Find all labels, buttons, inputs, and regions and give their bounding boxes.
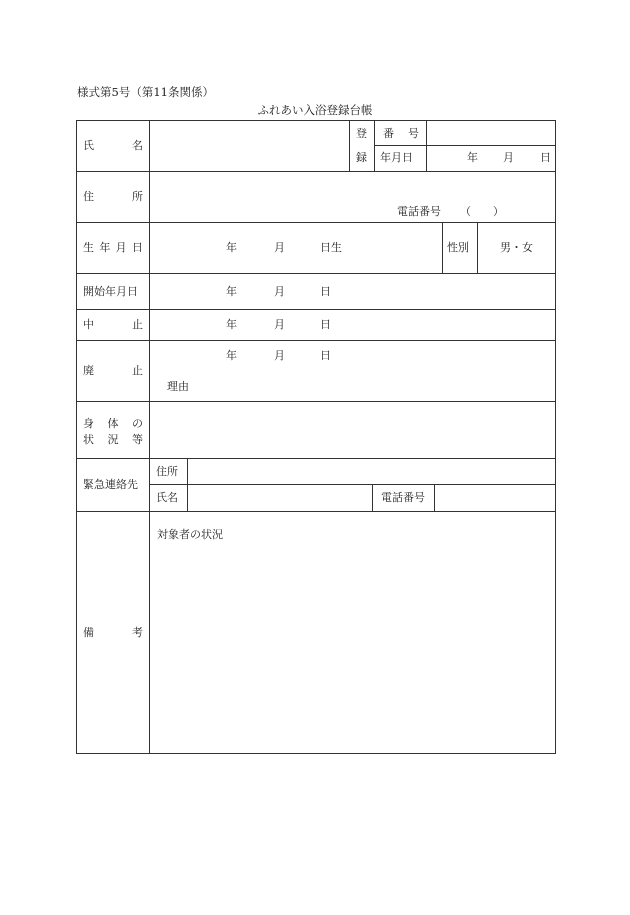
label-char: 年 (99, 241, 111, 254)
label-char: 住 (83, 190, 94, 203)
label-char: 生 (83, 241, 94, 254)
date-day-mark: 日 (540, 151, 551, 164)
date-day-born-mark: 日生 (320, 241, 342, 254)
date-day-mark: 日 (320, 285, 331, 298)
subject-status-label: 対象者の状況 (157, 528, 223, 541)
date-year-mark: 年 (226, 349, 237, 362)
row-divider (76, 309, 556, 310)
table-border-left (76, 120, 77, 754)
phone-label: 電話番号 (397, 205, 441, 218)
cell-divider (434, 484, 435, 511)
emergency-contact-label: 緊急連絡先 (83, 478, 138, 491)
label-char: 月 (115, 241, 127, 254)
label-char: 廃 (83, 364, 94, 377)
remarks-label (83, 627, 143, 638)
row-divider (76, 401, 556, 402)
label-char: 番 (383, 127, 394, 140)
phone-parentheses: （ ） (460, 205, 504, 218)
physical-status-label-line1 (83, 418, 143, 429)
date-month-mark: 月 (274, 241, 285, 254)
label-char: 備 (83, 626, 94, 639)
label-char: 考 (132, 626, 143, 639)
sex-label: 性別 (447, 241, 469, 254)
label-char: 日 (131, 241, 143, 254)
cell-divider (372, 484, 373, 511)
date-year-mark: 年 (467, 151, 478, 164)
row-divider (76, 458, 556, 459)
label-char: 身 (83, 417, 94, 430)
label-char: 所 (132, 190, 143, 203)
date-month-mark: 月 (274, 285, 285, 298)
sex-options: 男・女 (500, 241, 533, 254)
name-label (83, 140, 143, 151)
row-divider (76, 340, 556, 341)
row-divider (76, 171, 556, 172)
document-title: ふれあい入浴登録台帳 (257, 103, 373, 117)
table-border-top (76, 120, 556, 121)
abolition-label (83, 365, 143, 376)
reason-label: 理由 (167, 380, 189, 393)
registration-date-label: 年月日 (380, 151, 413, 164)
birthdate-label (83, 242, 143, 253)
label-char: 止 (132, 364, 143, 377)
address-label (83, 191, 143, 202)
cell-divider (374, 145, 556, 146)
row-divider (76, 511, 556, 512)
registration-label-bottom: 録 (356, 151, 367, 164)
cell-divider (349, 120, 350, 171)
label-char: 体 (107, 417, 119, 430)
label-char: 等 (132, 433, 143, 446)
label-char: 中 (83, 318, 94, 331)
registration-label-top: 登 (356, 127, 367, 140)
physical-status-label-line2 (83, 434, 143, 445)
date-day-mark: 日 (320, 349, 331, 362)
form-number: 様式第5号（第11条関係） (77, 85, 214, 99)
label-char: 況 (107, 433, 119, 446)
label-char: 氏 (83, 139, 94, 152)
date-month-mark: 月 (503, 151, 514, 164)
cell-divider (149, 484, 556, 485)
label-char: 止 (132, 318, 143, 331)
row-divider (76, 222, 556, 223)
cell-divider (187, 458, 188, 511)
registration-number-label (383, 128, 419, 139)
label-char: 号 (408, 127, 419, 140)
emergency-phone-label: 電話番号 (381, 491, 425, 504)
label-char: 名 (132, 139, 143, 152)
date-year-mark: 年 (226, 285, 237, 298)
cell-divider (477, 222, 478, 273)
suspension-label (83, 319, 143, 330)
date-month-mark: 月 (274, 349, 285, 362)
emergency-name-label: 氏名 (156, 491, 178, 504)
registration-form-table (76, 120, 556, 754)
label-column-divider (149, 120, 150, 754)
cell-divider (442, 222, 443, 273)
date-day-mark: 日 (320, 318, 331, 331)
label-char: の (132, 417, 143, 430)
emergency-address-label: 住所 (156, 465, 178, 478)
label-char: 状 (83, 433, 94, 446)
row-divider (76, 273, 556, 274)
table-border-right (555, 120, 556, 754)
date-year-mark: 年 (226, 241, 237, 254)
date-year-mark: 年 (226, 318, 237, 331)
date-month-mark: 月 (274, 318, 285, 331)
start-date-label: 開始年月日 (83, 285, 138, 298)
table-border-bottom (76, 753, 556, 754)
